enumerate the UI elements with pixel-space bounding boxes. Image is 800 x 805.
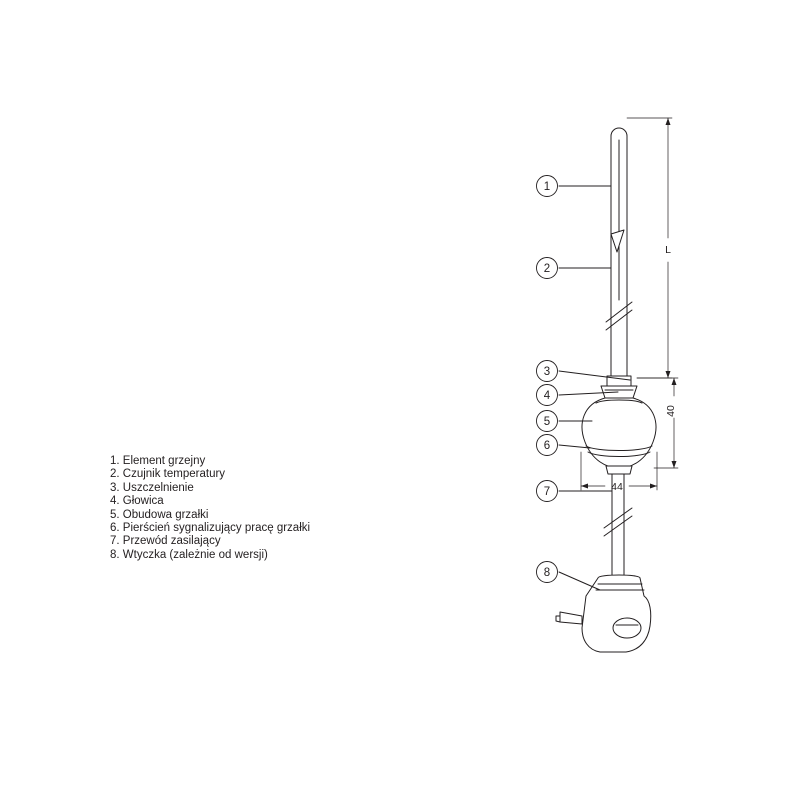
callout-label-2: 2	[543, 263, 551, 275]
callout-label-8: 8	[543, 567, 551, 579]
dimension-label-44: 44	[611, 481, 623, 493]
heater-housing-shape	[582, 398, 656, 468]
legend-list	[110, 455, 310, 562]
callout-label-4: 4	[543, 390, 551, 402]
legend-item-2: 2. Czujnik temperatury	[110, 468, 226, 481]
plug-shape	[556, 575, 651, 652]
legend-item-1: 1. Element grzejny	[110, 455, 206, 467]
dimension-label-40: 40	[665, 405, 677, 417]
callout-label-3: 3	[543, 366, 551, 378]
callout-label-5: 5	[543, 416, 551, 428]
legend-item-6: 6. Pierścień sygnalizujący pracę grzałki	[110, 522, 311, 535]
callout-label-6: 6	[543, 440, 551, 452]
legend-item-3: 3. Uszczelnienie	[110, 481, 194, 494]
rod-break-marks	[606, 302, 632, 330]
temperature-sensor-shape	[611, 230, 624, 252]
seal-and-head-shape	[601, 376, 637, 398]
callout-label-1: 1	[543, 181, 551, 193]
legend-item-8: 8. Wtyczka (zależnie od wersji)	[110, 548, 268, 561]
housing-bottom-cap	[606, 466, 632, 474]
heating-element-shape	[611, 128, 627, 376]
legend-item-4: 4. Głowica	[110, 495, 164, 508]
legend-item-5: 5. Obudowa grzałki	[110, 508, 209, 521]
callout-label-7: 7	[543, 486, 551, 498]
callout-circles	[537, 176, 558, 583]
dimension-label-L: L	[665, 244, 671, 256]
legend-item-7: 7. Przewód zasilający	[110, 535, 221, 548]
